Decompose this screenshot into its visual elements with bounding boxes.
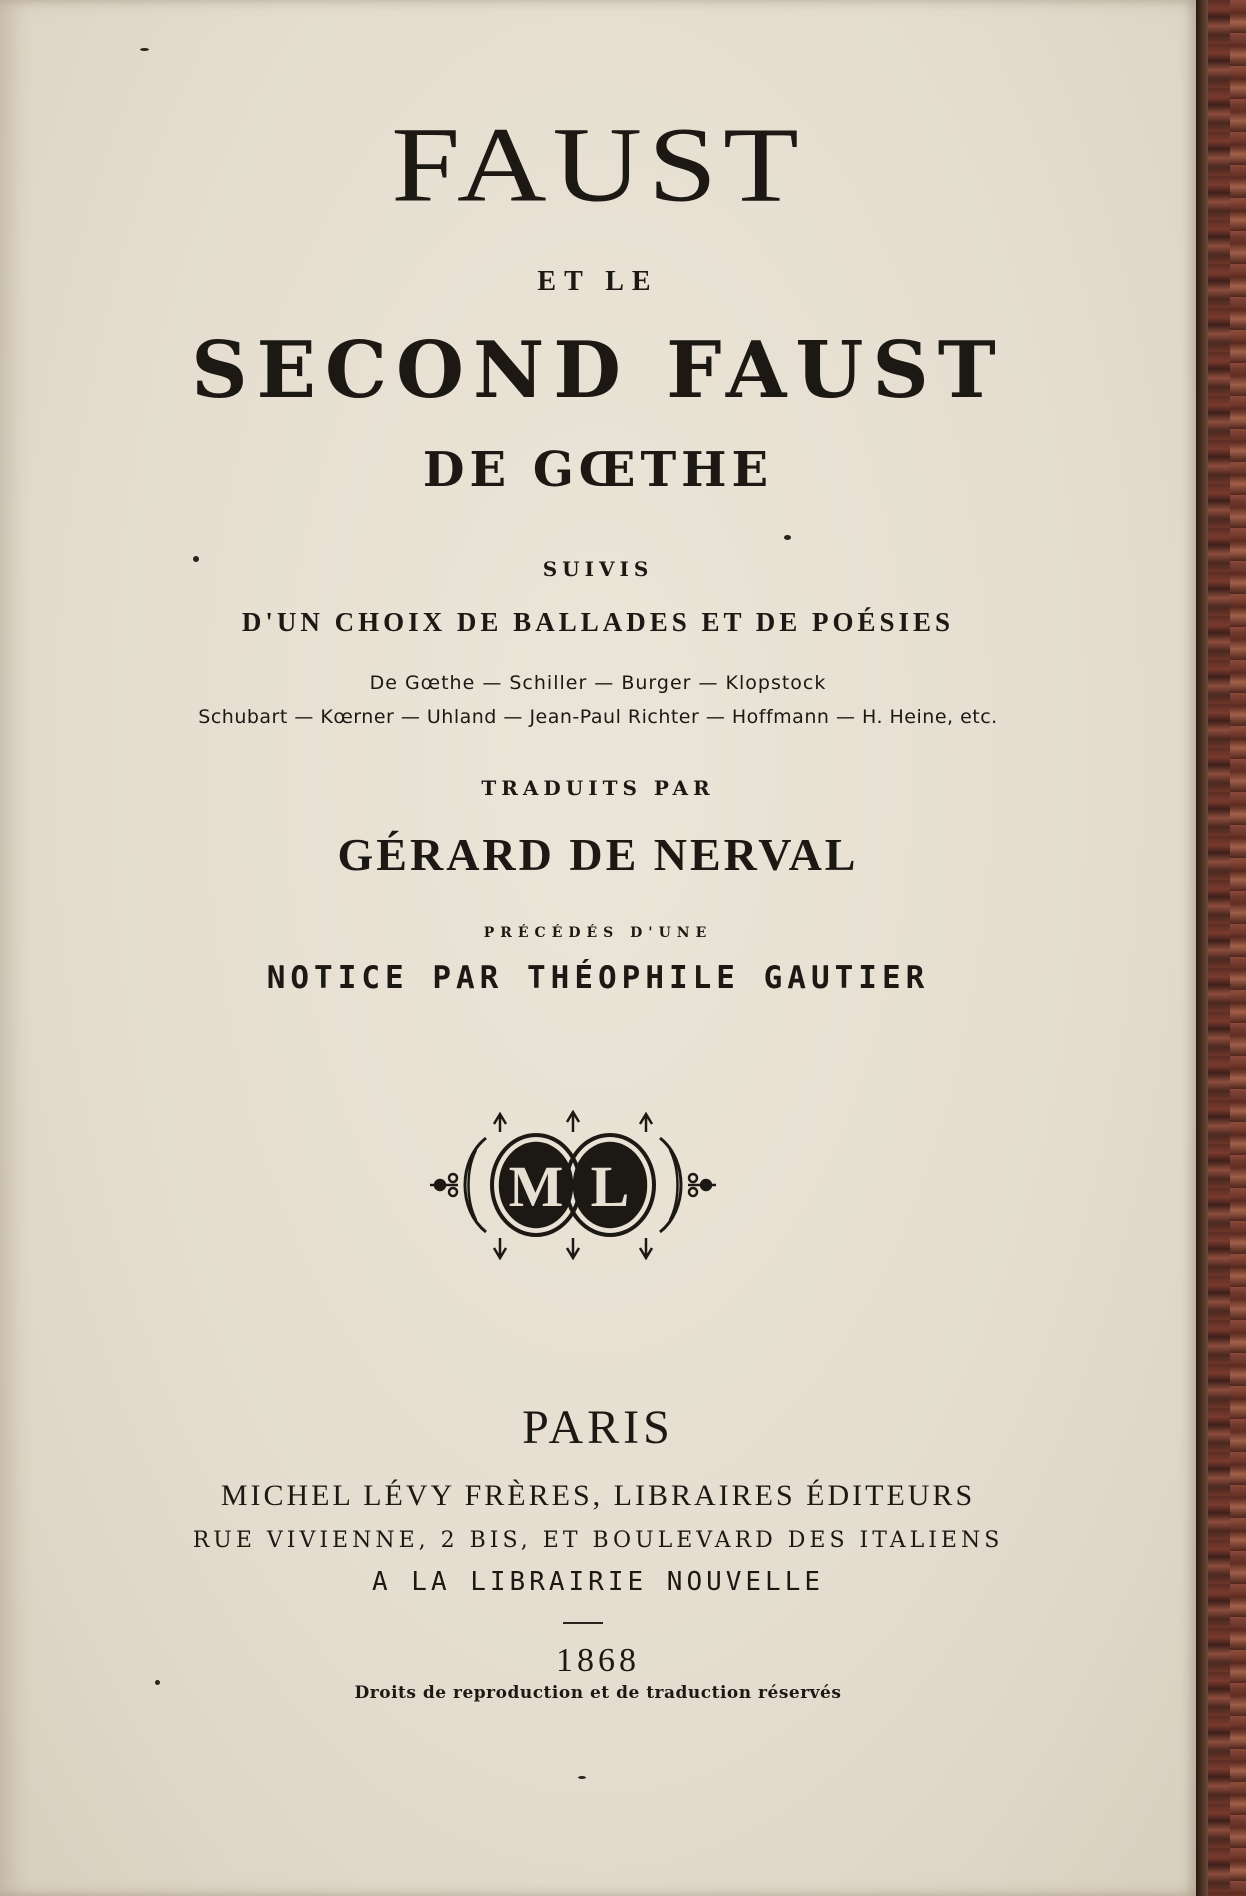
marbled-book-edge	[1196, 0, 1246, 1896]
title-conjunction: ET LE	[537, 266, 659, 297]
bookshop-line: A LA LIBRAIRIE NOUVELLE	[371, 1567, 825, 1597]
translated-by-label: TRADUITS PAR	[481, 776, 715, 800]
ink-speck	[140, 48, 149, 51]
preceded-by-label: PRÉCÉDÉS D'UNE	[483, 925, 713, 941]
publisher-address: RUE VIVIENNE, 2 BIS, ET BOULEVARD DES ITALIENS	[192, 1528, 1004, 1553]
publisher-emblem	[428, 1110, 718, 1260]
followed-by-label: SUIVIS	[542, 557, 654, 581]
main-title: FAUST	[391, 105, 805, 224]
publication-year: 1868	[556, 1642, 640, 1679]
poets-line-1: De Gœthe — Schiller — Burger — Klopstock	[369, 672, 827, 694]
notice-line: NOTICE PAR THÉOPHILE GAUTIER	[266, 960, 930, 996]
selection-line: D'UN CHOIX DE BALLADES ET DE POÉSIES	[241, 607, 955, 637]
divider-rule	[563, 1622, 603, 1624]
author-line: DE GŒTHE	[422, 442, 774, 498]
ink-speck	[784, 535, 791, 540]
ink-speck	[155, 1680, 160, 1685]
publisher-name: MICHEL LÉVY FRÈRES, LIBRAIRES ÉDITEURS	[220, 1479, 976, 1512]
rights-notice: Droits de reproduction et de traduction réservés	[354, 1683, 842, 1703]
second-title: SECOND FAUST	[191, 325, 1005, 416]
translator-name: GÉRARD DE NERVAL	[337, 829, 859, 880]
poets-line-2: Schubart — Kœrner — Uhland — Jean-Paul Richter — Hoffmann — H. Heine, etc.	[198, 706, 998, 728]
emblem-letter-l: L	[590, 1154, 630, 1219]
ink-speck	[578, 1776, 586, 1779]
city-name: PARIS	[522, 1401, 674, 1454]
ink-speck	[193, 556, 199, 562]
emblem-letter-m: M	[508, 1154, 564, 1219]
